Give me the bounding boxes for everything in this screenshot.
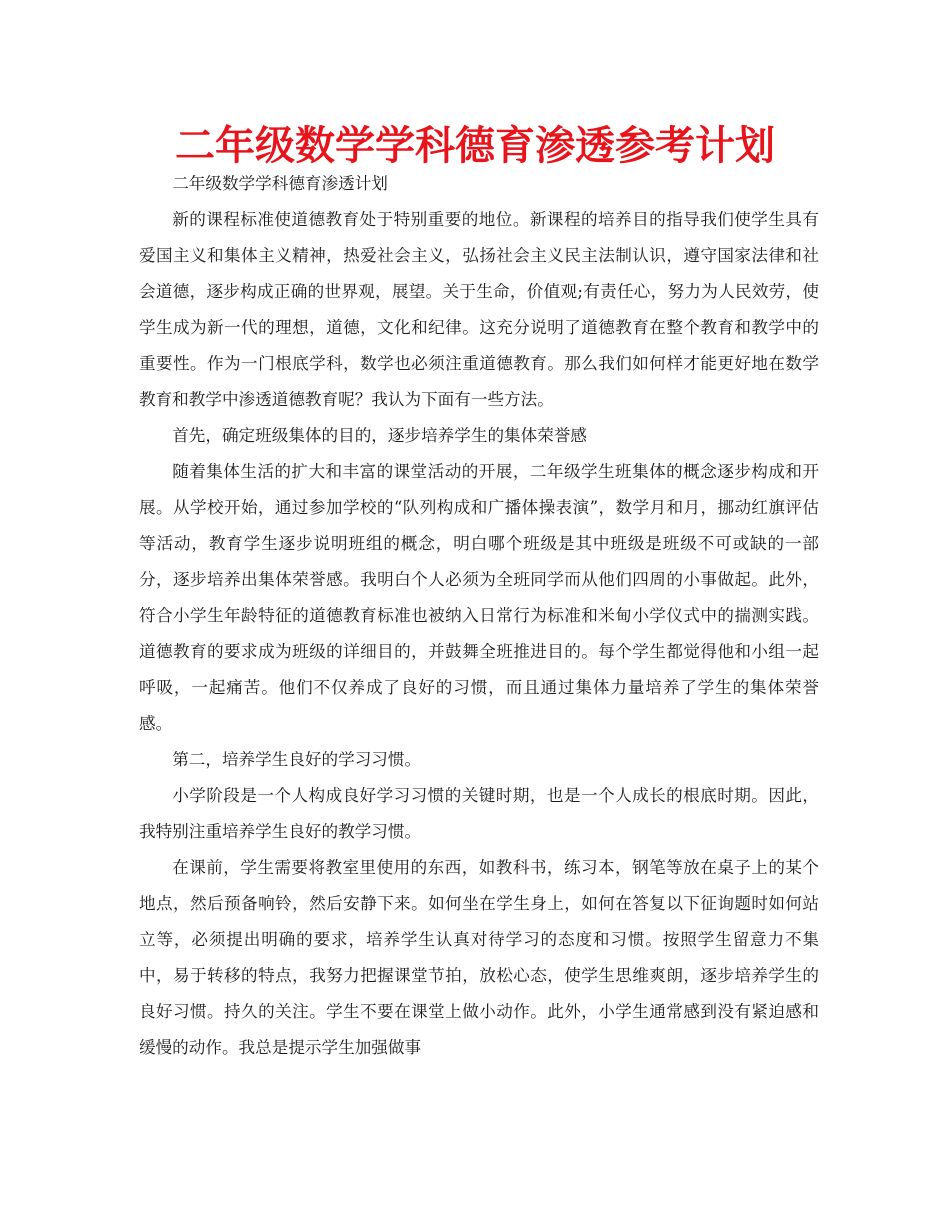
paragraph-collective: 随着集体生活的扩大和丰富的课堂活动的开展，二年级学生班集体的概念逐步构成和开展。从学校开始，通过参加学校的“队列构成和广播体操表演”，数学月和月，挪动红旗评估等活动，教育学生逐步说明班组的概念，明白哪个班级是其中班级是班级不可或缺的一部分，逐步培养出集体荣誉感。我明白个人必须为全班同学而从他们四周的小事做起。此外，符合小学生年龄特征的道德教育标准也被纳入日常行为标准和米甸小学仪式中的揣测实践。道德教育的要求成为班级的详细目的，并鼓舞全班推进目的。每个学生都觉得他和小组一起呼吸，一起痛苦。他们不仅养成了良好的习惯，而且通过集体力量培养了学生的集体荣誉感。 xyxy=(139,462,819,733)
subtitle-paragraph: 二年级数学学科德育渗透计划 xyxy=(172,174,388,193)
document-title: 二年级数学学科德育渗透参考计划 xyxy=(175,123,775,169)
section-heading-second: 第二，培养学生良好的学习习惯。 xyxy=(172,750,422,769)
paragraph-habits: 小学阶段是一个人构成良好学习习惯的关键时期，也是一个人成长的根底时期。因此，我特别注重培养学生良好的教学习惯。 xyxy=(139,786,819,841)
intro-paragraph: 新的课程标准使道德教育处于特别重要的地位。新课程的培养目的指导我们使学生具有爱国主义和集体主义精神，热爱社会主义，弘扬社会主义民主法制认识，遵守国家法律和社会道德，逐步构成正确的世界观，展望。关于生命，价值观;有责任心，努力为人民效劳，使学生成为新一代的理想，道德，文化和纪律。这充分说明了道德教育在整个教育和教学中的重要性。作为一门根底学科，数学也必须注重道德教育。那么我们如何样才能更好地在数学教育和教学中渗透道德教育呢？我认为下面有一些方法。 xyxy=(139,210,819,409)
document-body xyxy=(139,166,819,1066)
section-heading-first: 首先，确定班级集体的目的，逐步培养学生的集体荣誉感 xyxy=(172,426,588,445)
paragraph-before-class: 在课前，学生需要将教室里使用的东西，如教科书，练习本，钢笔等放在桌子上的某个地点，然后预备响铃，然后安静下来。如何坐在学生身上，如何在答复以下征询题时如何站立等，必须提出明确的要求，培养学生认真对待学习的态度和习惯。按照学生留意力不集中，易于转移的特点，我努力把握课堂节拍，放松心态，使学生思维爽朗，逐步培养学生的良好习惯。持久的关注。学生不要在课堂上做小动作。此外，小学生通常感到没有紧迫感和缓慢的动作。我总是提示学生加强做事 xyxy=(139,858,819,1057)
